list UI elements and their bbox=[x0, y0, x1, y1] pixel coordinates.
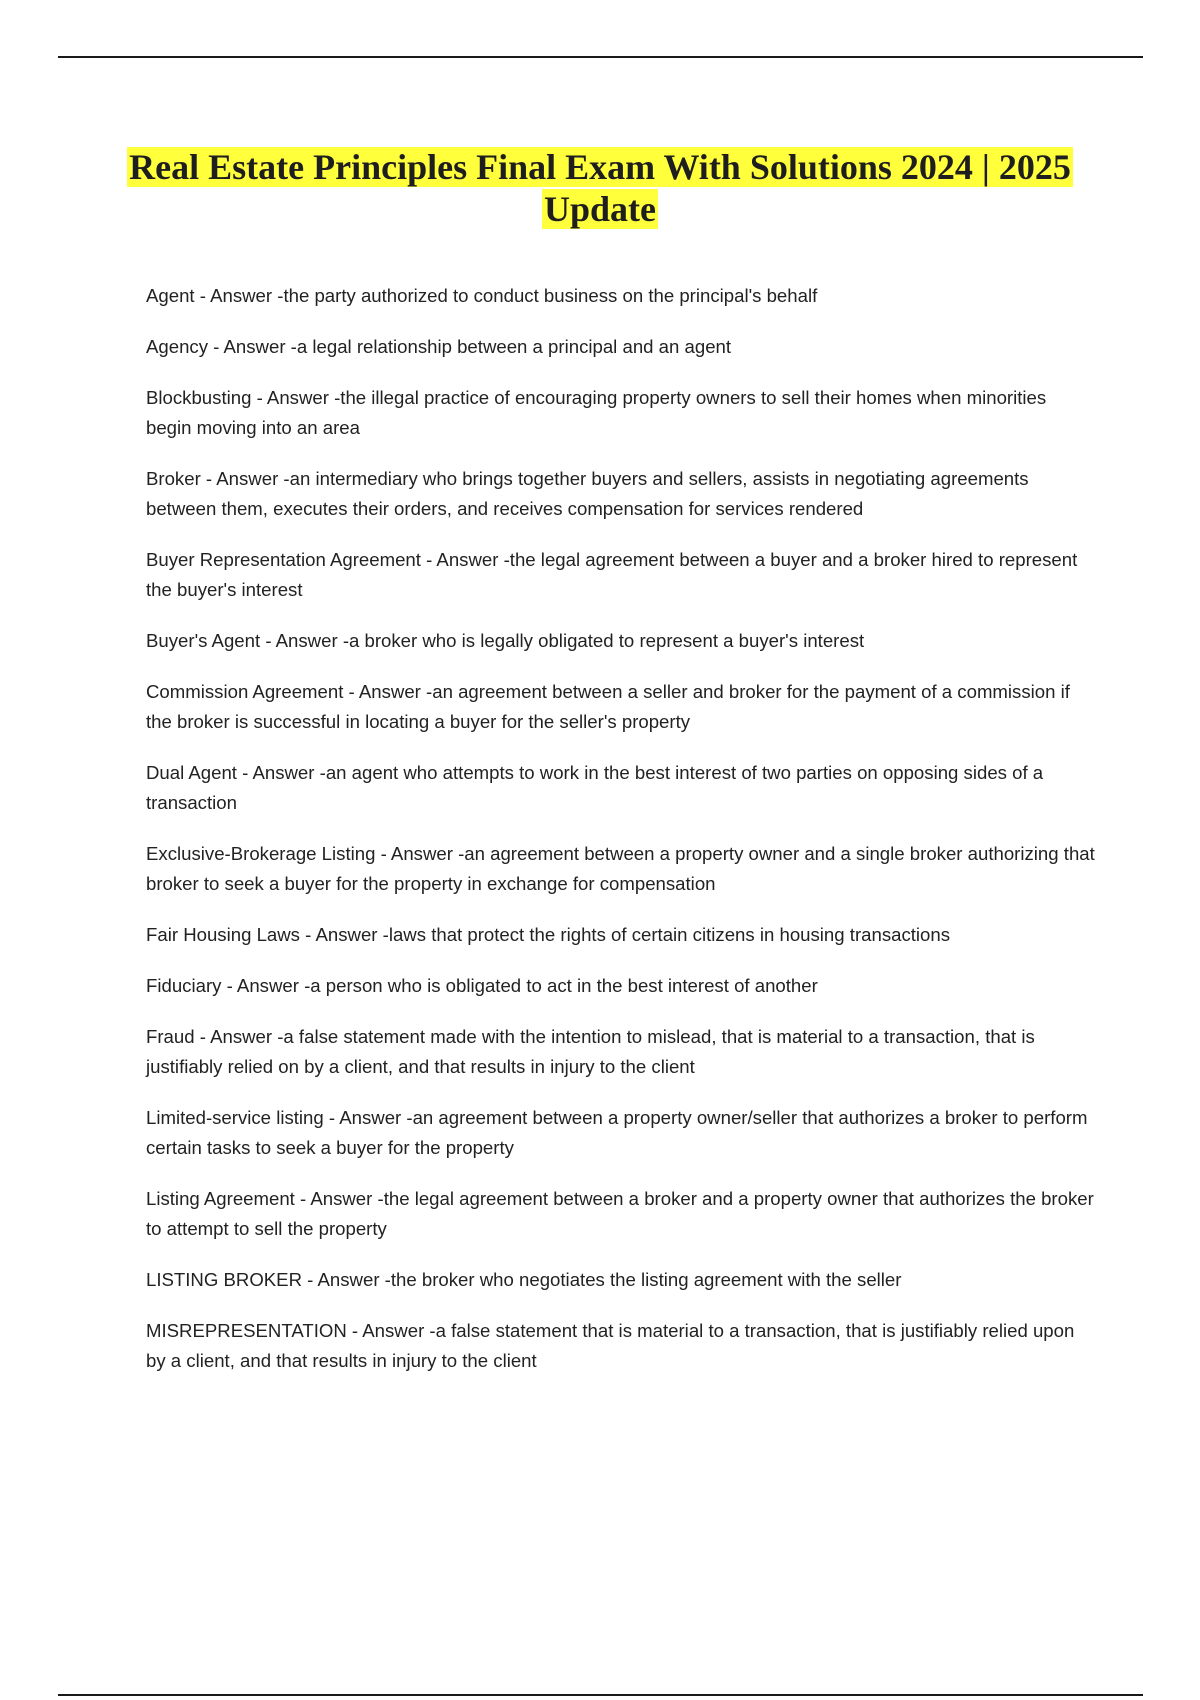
term-entry-fraud: Fraud - Answer -a false statement made with the intention to mislead, that is material to a transaction, that is justifiably relied on by a client, and that results in injury to the client bbox=[146, 1026, 1035, 1077]
document-title bbox=[100, 146, 1100, 230]
term-entry-dual-agent: Dual Agent - Answer -an agent who attempts to work in the best interest of two parties on opposing sides of a transaction bbox=[146, 762, 1044, 813]
term-entry-broker: Broker - Answer -an intermediary who brings together buyers and sellers, assists in negotiating agreements between them, executes their orders, and receives compensation for services rendered bbox=[146, 468, 1029, 519]
term-entry-blockbusting: Blockbusting - Answer -the illegal practice of encouraging property owners to sell their homes when minorities begin moving into an area bbox=[146, 387, 1047, 438]
term-entry-buyers-agent: Buyer's Agent - Answer -a broker who is legally obligated to represent a buyer's interest bbox=[146, 630, 865, 651]
term-entry-exclusive-brokerage-listing: Exclusive-Brokerage Listing - Answer -an agreement between a property owner and a single broker authorizing that broker to seek a buyer for the property in exchange for compensation bbox=[146, 843, 1095, 894]
bottom-divider bbox=[58, 1694, 1143, 1696]
term-entry-buyer-representation-agreement: Buyer Representation Agreement - Answer -the legal agreement between a buyer and a broker hired to represent the buyer's interest bbox=[146, 549, 1078, 600]
term-entry-listing-agreement: Listing Agreement - Answer -the legal agreement between a broker and a property owner that authorizes the broker to attempt to sell the property bbox=[146, 1188, 1094, 1239]
title-block bbox=[100, 146, 1100, 230]
term-entry-agency: Agency - Answer -a legal relationship between a principal and an agent bbox=[146, 336, 732, 357]
top-divider bbox=[58, 56, 1143, 58]
term-entry-misrepresentation: MISREPRESENTATION - Answer -a false statement that is material to a transaction, that is justifiably relied upon by a client, and that results in injury to the client bbox=[146, 1320, 1075, 1371]
term-entry-fair-housing-laws: Fair Housing Laws - Answer -laws that protect the rights of certain citizens in housing transactions bbox=[146, 924, 951, 945]
term-entry-fiduciary: Fiduciary - Answer -a person who is obligated to act in the best interest of another bbox=[146, 975, 818, 996]
term-list bbox=[146, 281, 1096, 1397]
term-entry-limited-service-listing: Limited-service listing - Answer -an agreement between a property owner/seller that authorizes a broker to perform certain tasks to seek a buyer for the property bbox=[146, 1107, 1088, 1158]
term-entry-agent: Agent - Answer -the party authorized to conduct business on the principal's behalf bbox=[146, 285, 818, 306]
term-entry-listing-broker: LISTING BROKER - Answer -the broker who negotiates the listing agreement with the seller bbox=[146, 1269, 902, 1290]
document-title-highlight: Real Estate Principles Final Exam With Solutions 2024 | 2025 Update bbox=[129, 147, 1071, 229]
term-entry-commission-agreement: Commission Agreement - Answer -an agreement between a seller and broker for the payment of a commission if the broker is successful in locating a buyer for the seller's property bbox=[146, 681, 1070, 732]
